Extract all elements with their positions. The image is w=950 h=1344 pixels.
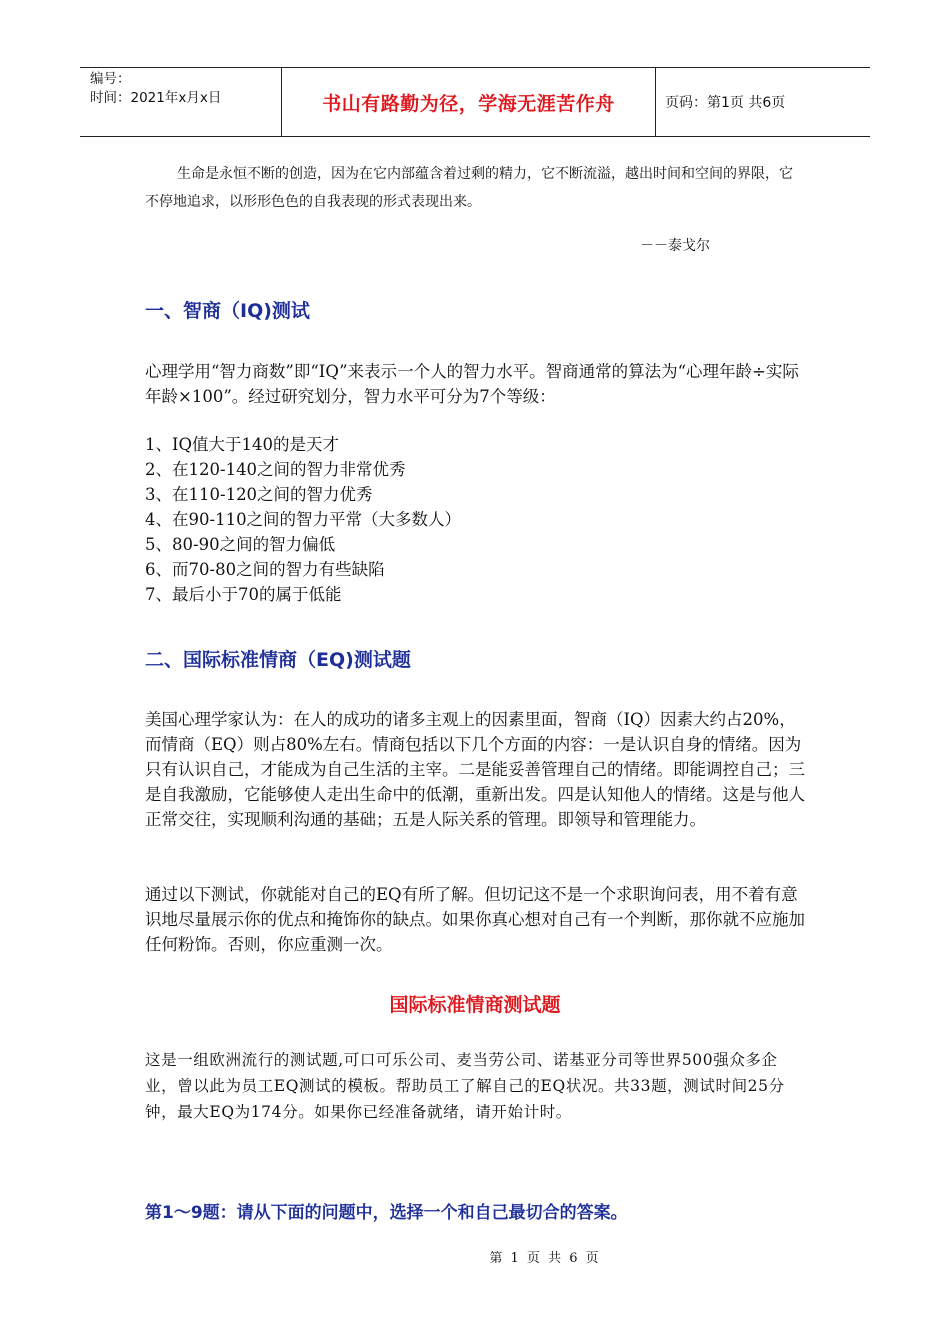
test-title: 国际标准情商测试题 <box>389 994 561 1016</box>
header-motto: 书山有路勤为径，学海无涯苦作舟 <box>282 68 656 136</box>
time-label: 时间：2021年x月x日 <box>90 90 222 106</box>
eq-paragraph-2: 通过以下测试，你就能对自己的EQ有所了解。但切记这不是一个求职询问表，用不着有意识地尽量展示你的优点和掩饰你的缺点。如果你真心想对自己有一个判断，那你就不应施加任何粉饰。否则，你应重测一次。 <box>145 885 805 954</box>
iq-intro: 心理学用“智力商数”即“IQ”来表示一个人的智力水平。智商通常的算法为“心理年龄÷实际年龄×100”。经过研究划分，智力水平可分为7个等级： <box>145 362 799 406</box>
page-header <box>80 67 870 137</box>
list-item: 2、在120-140之间的智力非常优秀 <box>145 460 406 479</box>
page-footer: 第 1 页 共 6 页 <box>489 1251 601 1266</box>
list-item: 7、最后小于70的属于低能 <box>145 585 342 604</box>
list-item: 4、在90-110之间的智力平常（大多数人） <box>145 510 462 529</box>
opening-quote: 生命是永恒不断的创造，因为在它内部蕴含着过剩的精力，它不断流溢，越出时间和空间的界限，它不停地追求，以形形色色的自我表现的形式表现出来。 <box>145 166 793 210</box>
questions-heading: 第1～9题：请从下面的问题中，选择一个和自己最切合的答案。 <box>145 1203 628 1223</box>
eq-paragraph-1: 美国心理学家认为：在人的成功的诸多主观上的因素里面，智商（IQ）因素大约占20%，而情商（EQ）则占80%左右。情商包括以下几个方面的内容：一是认识自身的情绪。因为只有认识自己，才能成为自己生活的主宰。二是能妥善管理自己的情绪。即能调控自己；三是自我激励，它能够使人走出生命中的低潮，重新出发。四是认知他人的情绪。这是与他人正常交往，实现顺利沟通的基础；五是人际关系的管理。即领导和管理能力。 <box>145 710 805 829</box>
list-item: 1、IQ值大于140的是天才 <box>145 435 340 454</box>
number-label: 编号： <box>90 71 131 87</box>
iq-levels-list <box>145 432 805 607</box>
header-meta <box>80 68 282 136</box>
list-item: 3、在110-120之间的智力优秀 <box>145 485 373 504</box>
header-page-label: 页码：第1页 共6页 <box>665 95 786 111</box>
quote-author: －－泰戈尔 <box>640 238 710 254</box>
list-item: 5、80-90之间的智力偏低 <box>145 535 336 554</box>
section-iq-title: 一、智商（IQ)测试 <box>145 300 310 322</box>
section-eq-title: 二、国际标准情商（EQ)测试题 <box>145 649 411 671</box>
test-intro: 这是一组欧洲流行的测试题,可口可乐公司、麦当劳公司、诺基亚分司等世界500强众多企业，曾以此为员工EQ测试的模板。帮助员工了解自己的EQ状况。共33题，测试时间25分钟，最大EQ为174分。如果你已经准备就绪，请开始计时。 <box>145 1051 785 1121</box>
list-item: 6、而70-80之间的智力有些缺陷 <box>145 560 385 579</box>
